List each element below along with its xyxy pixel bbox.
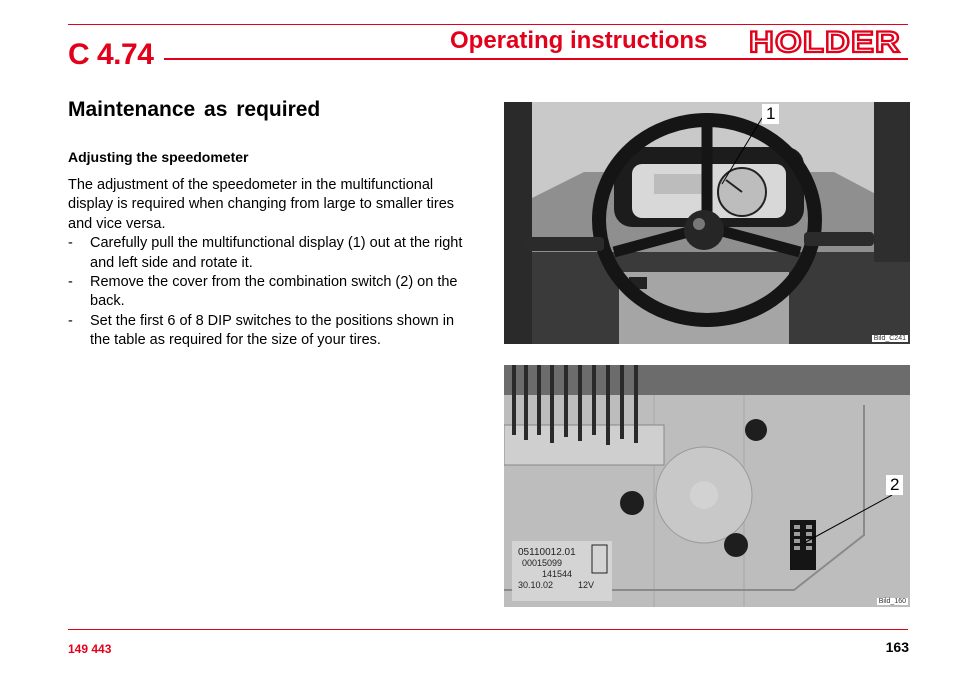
header-top-rule bbox=[68, 24, 908, 25]
header-title-rule bbox=[164, 58, 908, 60]
photo-caption: Bild_160 bbox=[878, 598, 906, 605]
document-number: 149 443 bbox=[68, 642, 112, 656]
manual-title: Operating instructions bbox=[450, 27, 708, 54]
display-back-photo bbox=[504, 365, 910, 607]
callout-2: 2 bbox=[886, 475, 903, 495]
list-item bbox=[68, 312, 476, 351]
body-text bbox=[68, 176, 476, 351]
label-line: 00015099 bbox=[522, 558, 563, 568]
steering-wheel-photo bbox=[504, 102, 910, 344]
label-line: 141544 bbox=[542, 569, 573, 579]
steering-wheel-illustration bbox=[504, 102, 910, 344]
bullet-dash: - bbox=[68, 235, 73, 252]
bullet-dash: - bbox=[68, 312, 73, 329]
list-item bbox=[68, 273, 476, 312]
label-line: 12V bbox=[578, 580, 595, 590]
footer-rule bbox=[68, 629, 908, 630]
bullet-text: Remove the cover from the combination switch (2) on the back. bbox=[90, 274, 458, 310]
list-item bbox=[68, 234, 476, 273]
bullet-text: Carefully pull the multifunctional display (1) out at the right and left side and rotate it. bbox=[90, 235, 463, 271]
bullet-text: Set the first 6 of 8 DIP switches to the positions shown in the table as required for the size of your tires. bbox=[90, 312, 455, 349]
sub-heading: Adjusting the speedometer bbox=[68, 149, 249, 165]
section-heading: Maintenance as required bbox=[68, 98, 321, 121]
photo-caption: Bild_C241 bbox=[873, 335, 906, 342]
page-number: 163 bbox=[885, 639, 909, 655]
label-line: 30.10.02 bbox=[518, 580, 554, 590]
document-code: C 4.74 bbox=[68, 38, 154, 71]
callout-1: 1 bbox=[762, 104, 779, 124]
label-line: 05110012.01 bbox=[518, 547, 576, 558]
intro-paragraph: The adjustment of the speedometer in the multifunctional display is required when changing from large to smaller tires and vice versa. bbox=[68, 177, 455, 232]
svg-text:HOLDER: HOLDER bbox=[749, 27, 901, 57]
bullet-dash: - bbox=[68, 274, 73, 291]
holder-logo bbox=[746, 27, 904, 57]
serial-label bbox=[518, 547, 598, 591]
